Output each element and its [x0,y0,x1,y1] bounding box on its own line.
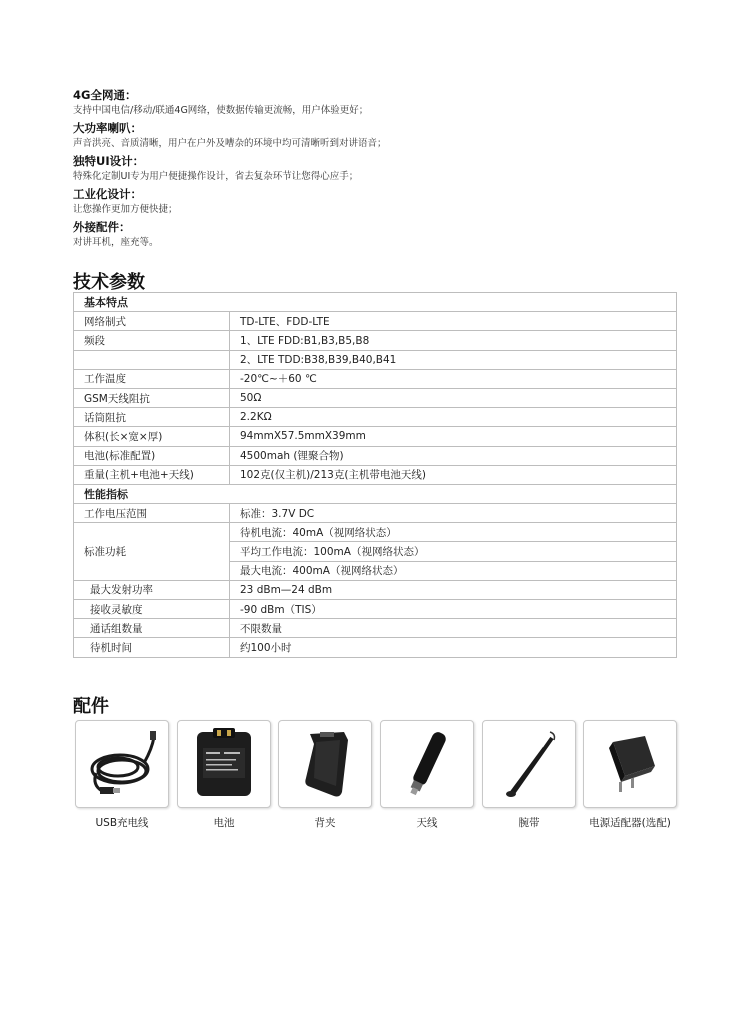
spec-label: GSM天线阻抗 [74,388,230,407]
spec-value: TD-LTE、FDD-LTE [230,312,677,331]
table-row [74,465,677,484]
spec-label: 话筒阻抗 [74,408,230,427]
spec-label: 标准功耗 [74,523,230,581]
table-row [74,600,677,619]
feature-title: 工业化设计： [73,187,142,201]
table-row [74,504,677,523]
table-row [74,523,677,542]
spec-value: -20℃~＋60 ℃ [230,369,677,388]
accessory-image-box [380,720,474,808]
spec-value: 23 dBm—24 dBm [230,580,677,599]
accessory-item [583,720,677,830]
accessory-label: 腕带 [518,817,540,829]
spec-value: 标准：3.7V DC [230,504,677,523]
battery-icon [189,726,259,802]
accessory-image-box [482,720,576,808]
spec-label: 最大发射功率 [74,580,230,599]
spec-value: 平均工作电流：100mA（视网络状态） [230,542,677,561]
spec-label: 工作电压范围 [74,504,230,523]
feature-desc: 特殊化定制UI专为用户便捷操作设计，省去复杂环节让您得心应手； [73,171,359,182]
spec-label: 网络制式 [74,312,230,331]
accessory-label: 背夹 [314,817,336,829]
accessory-item [278,720,372,830]
spec-value: 2.2KΩ [230,408,677,427]
accessory-label: USB充电线 [95,817,149,829]
wrist-strap-icon [494,726,564,802]
spec-value: 1、LTE FDD:B1,B3,B5,B8 [230,331,677,350]
feature-title: 外接配件： [73,220,131,234]
spec-value: 不限数量 [230,619,677,638]
feature-desc: 声音洪亮、音质清晰，用户在户外及嘈杂的环境中均可清晰听到对讲语音； [73,138,387,149]
feature-title: 大功率喇叭： [73,121,142,135]
spec-value: 94mmX57.5mmX39mm [230,427,677,446]
spec-label: 工作温度 [74,369,230,388]
spec-table [73,292,677,658]
table-row [74,408,677,427]
table-row [74,427,677,446]
table-row [74,446,677,465]
table-row [74,350,677,369]
table-row [74,369,677,388]
spec-value: 最大电流：400mA（视网络状态） [230,561,677,580]
accessory-image-box [177,720,271,808]
spec-value: 4500mah (锂聚合物) [230,446,677,465]
table-row [74,638,677,657]
feature-desc: 对讲耳机，座充等。 [73,237,159,248]
spec-label: 重量(主机+电池+天线) [74,465,230,484]
accessory-label: 电池 [213,817,235,829]
belt-clip-icon [290,726,360,802]
accessory-item [75,720,169,830]
spec-value: 待机电流：40mA（视网络状态） [230,523,677,542]
table-row [74,388,677,407]
spec-value: 50Ω [230,388,677,407]
accessory-image-box [583,720,677,808]
table-row [74,331,677,350]
accessories-grid [75,720,677,830]
table-row [74,619,677,638]
spec-label: 体积(长×宽×厚) [74,427,230,446]
feature-title: 独特UI设计： [73,154,145,168]
spec-label: 待机时间 [74,638,230,657]
antenna-icon [392,726,462,802]
accessory-item [177,720,271,830]
table-row [74,580,677,599]
spec-label: 接收灵敏度 [74,600,230,619]
table-row [74,312,677,331]
accessory-image-box [75,720,169,808]
accessory-image-box [278,720,372,808]
accessory-item [482,720,576,830]
power-adapter-icon [595,726,665,802]
spec-value: 102克(仅主机)/213克(主机带电池天线) [230,465,677,484]
spec-group-performance: 性能指标 [74,484,677,503]
table-row [74,484,677,503]
usb-cable-icon [82,727,162,801]
spec-label [74,350,230,369]
feature-desc: 支持中国电信/移动/联通4G网络，使数据传输更流畅，用户体验更好； [73,105,369,116]
accessory-label: 天线 [416,817,438,829]
table-row [74,293,677,312]
feature-title: 4G全网通： [73,88,137,102]
spec-group-basic: 基本特点 [74,293,677,312]
spec-value: -90 dBm（TIS） [230,600,677,619]
spec-value: 约100小时 [230,638,677,657]
spec-value: 2、LTE TDD:B38,B39,B40,B41 [230,350,677,369]
spec-section-title: 技术参数 [73,272,145,293]
accessories-section-title: 配件 [73,696,109,717]
spec-label: 频段 [74,331,230,350]
feature-desc: 让您操作更加方便快捷； [73,204,178,215]
accessory-item [380,720,474,830]
spec-label: 电池(标准配置) [74,446,230,465]
feature-list [73,88,683,253]
spec-label: 通话组数量 [74,619,230,638]
accessory-label: 电源适配器(选配) [589,817,671,829]
